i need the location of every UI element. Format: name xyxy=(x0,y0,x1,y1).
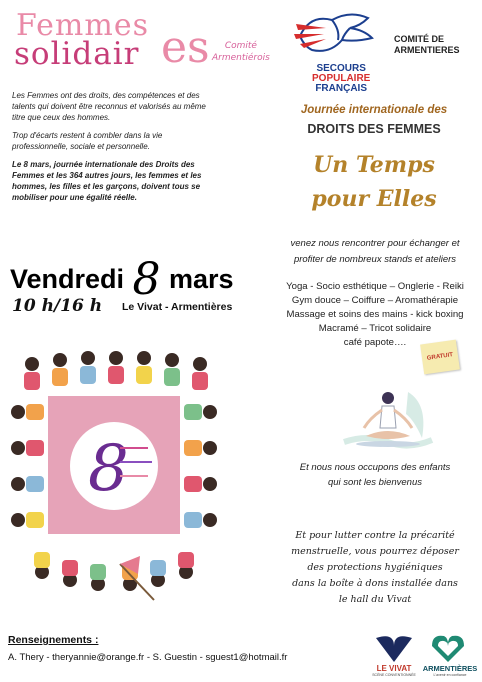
activities-list xyxy=(272,280,478,350)
dove-hand-icon xyxy=(290,6,390,64)
event-venue: Le Vivat - Armentières xyxy=(122,301,233,313)
armentieres-subtitle: L'avenir en confiance xyxy=(433,673,467,677)
tagline: Un Temps pour Elles xyxy=(311,152,437,212)
armentieres-name: ARMENTIÈRES xyxy=(422,664,478,673)
logo-es-text: es xyxy=(161,22,210,73)
contact-info: A. Thery - theryannie@orange.fr - S. Guestin - sguest1@hotmail.fr xyxy=(8,652,288,663)
event-month: mars xyxy=(168,264,234,294)
droits-des-femmes-heading: DROITS DES FEMMES xyxy=(307,122,441,136)
intro-paragraph: Trop d'écarts restent à combler dans la vie professionnelle, sociale et personnelle. xyxy=(12,131,163,151)
comite-armentierois: Comité Armentiérois xyxy=(212,41,270,63)
le-vivat-subtitle: SCÈNE CONVENTIONNÉE xyxy=(372,673,416,677)
activity-line: Massage et soins des mains - kick boxing xyxy=(286,309,464,320)
activity-line: Macramé – Tricot solidaire xyxy=(318,323,432,334)
intro-paragraph: Les Femmes ont des droits, des compétences et des talents qui doivent être reconnus et valorisés au même titre que ceux des hommes. xyxy=(12,91,206,122)
secours-populaire-text: SECOURS POPULAIRE FRANÇAIS xyxy=(312,63,371,94)
journee-heading: Journée internationale des xyxy=(300,104,448,116)
activity-line: café papote…. xyxy=(343,337,407,348)
activity-line: Yoga - Socio esthétique – Onglerie - Reiki xyxy=(286,281,464,292)
people-circle-illustration xyxy=(8,350,220,618)
logo-solidaires-text: solidair xyxy=(14,36,140,72)
renseignements-title: Renseignements : xyxy=(8,634,99,646)
yoga-woman-icon xyxy=(338,384,438,454)
svg-text:8: 8 xyxy=(88,432,129,506)
logo-femmes-text: Femmes xyxy=(16,8,149,43)
femmes-solidaires-logo xyxy=(6,6,210,80)
comite-armentieres: COMITÉ DE ARMENTIERES xyxy=(394,34,460,55)
event-hours: 10 h/16 h xyxy=(12,296,103,316)
precarite-text: Et pour lutter contre la précarité menstruelle, vous pourrez déposer des protections hygiéniques dans la boîte à dons installée dans le hall du Vivat xyxy=(291,530,459,605)
gratuit-sticker: GRATUIT xyxy=(420,340,460,375)
le-vivat-name: LE VIVAT xyxy=(376,664,412,673)
invitation-text: venez nous rencontrer pour échanger et profiter de nombreux stands et ateliers xyxy=(290,238,460,265)
enfants-text: Et nous nous occupons des enfants qui sont les bienvenus xyxy=(299,462,451,488)
activity-line: Gym douce – Coiffure – Aromathérapie xyxy=(291,295,459,306)
event-day: Vendredi xyxy=(10,264,125,294)
intro-text xyxy=(12,90,212,210)
event-date-number: 8 xyxy=(132,254,161,305)
secours-populaire-logo xyxy=(290,6,475,94)
intro-paragraph-bold: Le 8 mars, journée internationale des Droits des Femmes et les 364 autres jours, les femmes et les hommes, les filles et les garçons, doivent tous se mobiliser pour une égalité réelle. xyxy=(12,160,202,202)
